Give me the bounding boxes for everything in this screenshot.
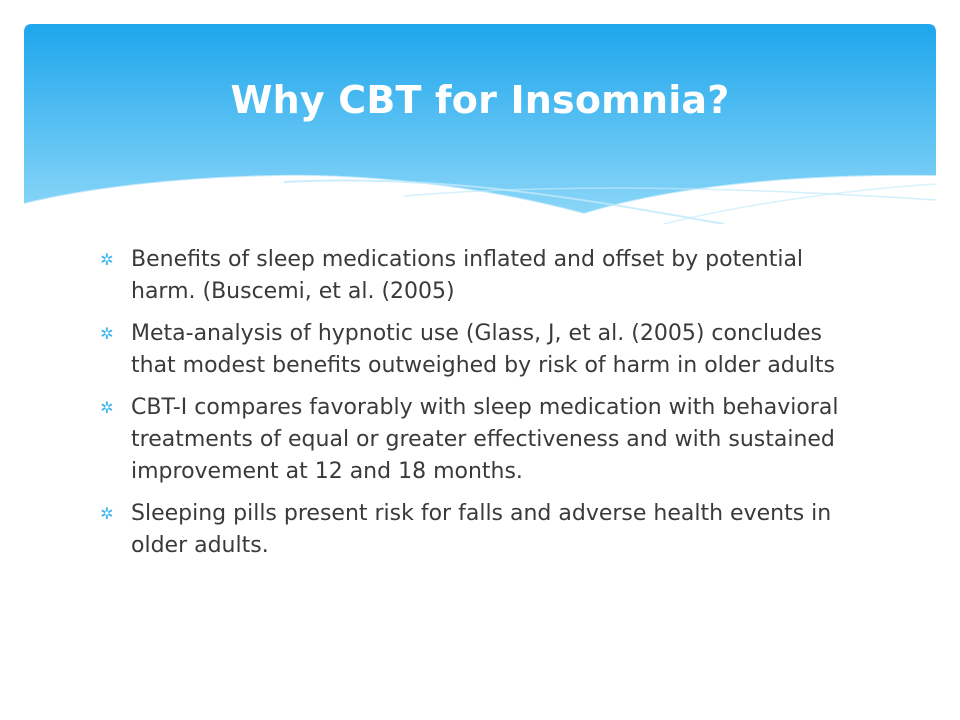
bullet-list	[98, 244, 858, 572]
bullet-item	[98, 318, 858, 382]
asterisk-bullet-icon: ✲	[100, 250, 114, 269]
asterisk-bullet-icon: ✲	[100, 398, 114, 417]
slide-title: Why CBT for Insomnia?	[230, 78, 730, 122]
bullet-text: Sleeping pills present risk for falls and adverse health events in older adults.	[131, 501, 832, 558]
bullet-item	[98, 392, 858, 488]
asterisk-bullet-icon: ✲	[100, 324, 114, 343]
asterisk-bullet-icon: ✲	[100, 504, 114, 523]
bullet-item	[98, 498, 858, 562]
bullet-text: CBT-I compares favorably with sleep medication with behavioral treatments of equal or greater effectiveness and with sustained improvement at 12 and 18 months.	[131, 395, 839, 484]
bullet-text: Benefits of sleep medications inflated and offset by potential harm. (Buscemi, et al. (2005)	[131, 247, 804, 304]
bullet-text: Meta-analysis of hypnotic use (Glass, J, et al. (2005) concludes that modest benefits outweighed by risk of harm in older adults	[131, 321, 835, 378]
bullet-item	[98, 244, 858, 308]
